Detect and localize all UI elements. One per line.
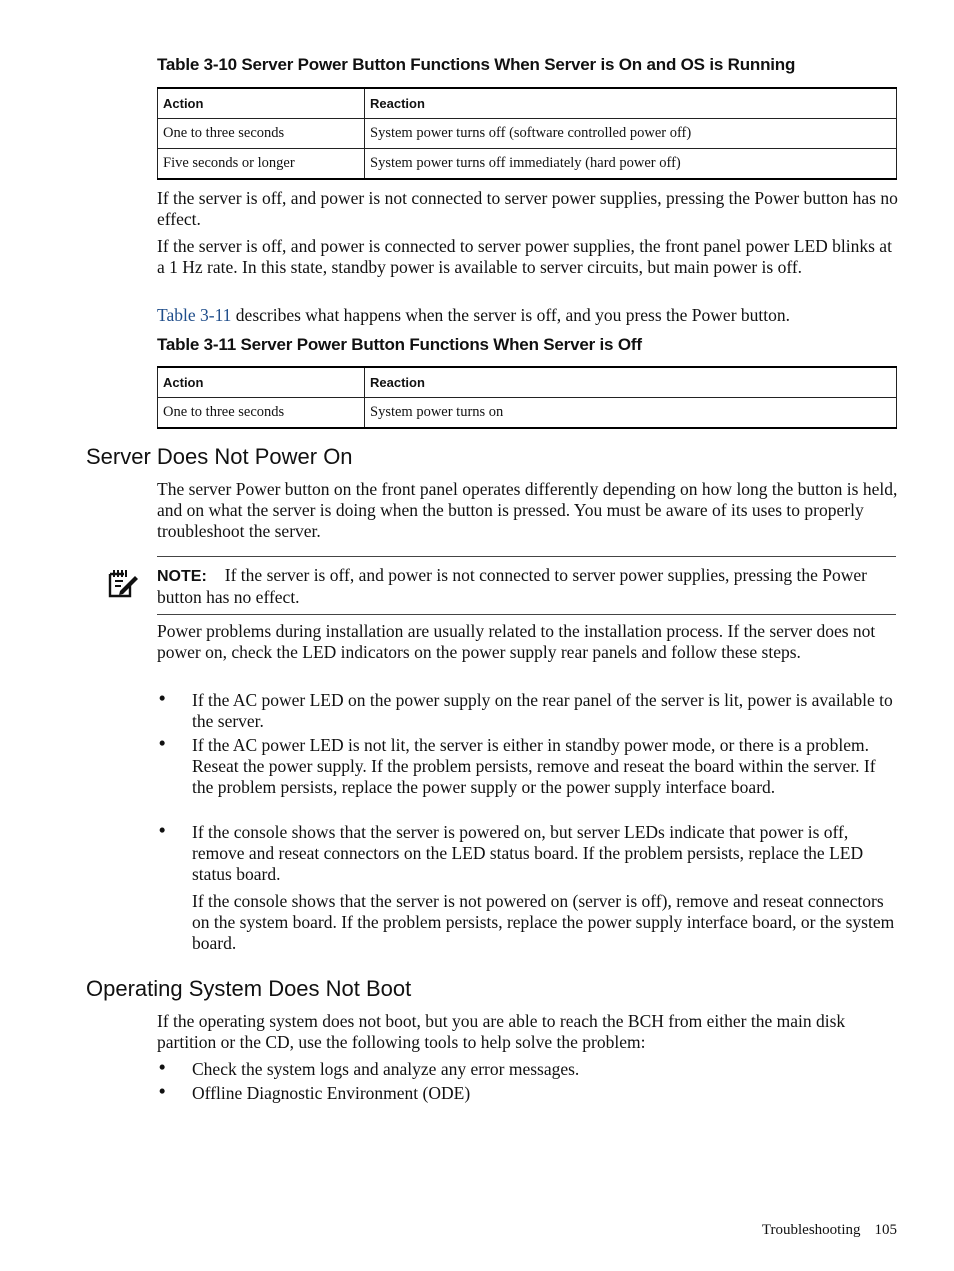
table-header-action: Action: [158, 88, 365, 119]
xref-rest-text: describes what happens when the server is off, and you press the Power button.: [231, 305, 790, 325]
bullet-glyph: •: [157, 690, 168, 710]
table-cell: One to three seconds: [158, 119, 365, 149]
list-item: If the AC power LED on the power supply on the rear panel of the server is lit, power is available to the server.: [192, 690, 893, 731]
note-icon: [107, 568, 139, 598]
table-row: [158, 149, 897, 180]
table-row: [158, 398, 897, 429]
table-header-reaction: Reaction: [365, 88, 897, 119]
table-3-11: [157, 366, 897, 429]
table-cell: Five seconds or longer: [158, 149, 365, 180]
bullet-glyph: •: [157, 735, 168, 755]
list-item: If the console shows that the server is powered on, but server LEDs indicate that power is off, remove and reseat connectors on the LED status board. If the problem persists, replace the LED status board.: [192, 822, 864, 884]
table-3-11-link[interactable]: Table 3-11: [157, 305, 232, 325]
section-heading-server-does-not-power-on: Server Does Not Power On: [86, 444, 353, 469]
table-3-10: [157, 87, 897, 180]
paragraph-standby-power: If the server is off, and power is connected to server power supplies, the front panel power LED blinks at a 1 Hz rate. In this state, standby power is available to server circuits, but main power is off.: [157, 236, 892, 277]
footer-section-name: Troubleshooting: [761, 1222, 861, 1238]
table-cell: System power turns on: [365, 398, 897, 429]
table-3-11-caption: Table 3-11 Server Power Button Functions When Server is Off: [157, 335, 642, 354]
list-item: Offline Diagnostic Environment (ODE): [192, 1083, 471, 1103]
section-heading-os-does-not-boot: Operating System Does Not Boot: [86, 976, 412, 1001]
note-text: [157, 565, 896, 608]
paragraph-power-button-intro: The server Power button on the front panel operates differently depending on how long the button is held, and on what the server is doing when the button is pressed. You must be aware of its uses to properly troubleshoot the server.: [157, 479, 898, 541]
paragraph-table-xref: [157, 305, 899, 326]
paragraph-power-not-connected: If the server is off, and power is not connected to server power supplies, pressing the Power button has no effect.: [157, 188, 898, 229]
table-3-10-caption: Table 3-10 Server Power Button Functions When Server is On and OS is Running: [157, 55, 796, 74]
table-cell: One to three seconds: [158, 398, 365, 429]
note-body: If the server is off, and power is not connected to server power supplies, pressing the Power button has no effect.: [157, 565, 867, 607]
list-item: If the AC power LED is not lit, the server is either in standby power mode, or there is a problem. Reseat the power supply. If the problem persists, remove and reseat the board within the server. If the problem persists, replace the power supply or the power supply interface board.: [192, 735, 876, 797]
note-label: NOTE:: [157, 568, 207, 585]
list-item-continuation: If the console shows that the server is not powered on (server is off), remove and reseat connectors on the system board. If the problem persists, replace the power supply interface board, or the system board.: [192, 891, 895, 953]
paragraph-os-boot-intro: If the operating system does not boot, but you are able to reach the BCH from either the main disk partition or the CD, use the following tools to help solve the problem:: [157, 1011, 846, 1052]
page-number: 105: [874, 1222, 897, 1238]
table-row: [158, 119, 897, 149]
list-item: Check the system logs and analyze any error messages.: [192, 1059, 580, 1079]
bullet-glyph: •: [157, 822, 168, 842]
bullet-glyph: •: [157, 1059, 168, 1079]
table-header-action: Action: [158, 367, 365, 398]
table-header-reaction: Reaction: [365, 367, 897, 398]
table-cell: System power turns off immediately (hard power off): [365, 149, 897, 180]
page-footer: [762, 1222, 897, 1239]
note-box: [157, 556, 896, 615]
table-cell: System power turns off (software controlled power off): [365, 119, 897, 149]
paragraph-power-problems: Power problems during installation are usually related to the installation process. If the server does not power on, check the LED indicators on the power supply rear panels and follow these steps.: [157, 621, 876, 662]
bullet-glyph: •: [157, 1083, 168, 1103]
